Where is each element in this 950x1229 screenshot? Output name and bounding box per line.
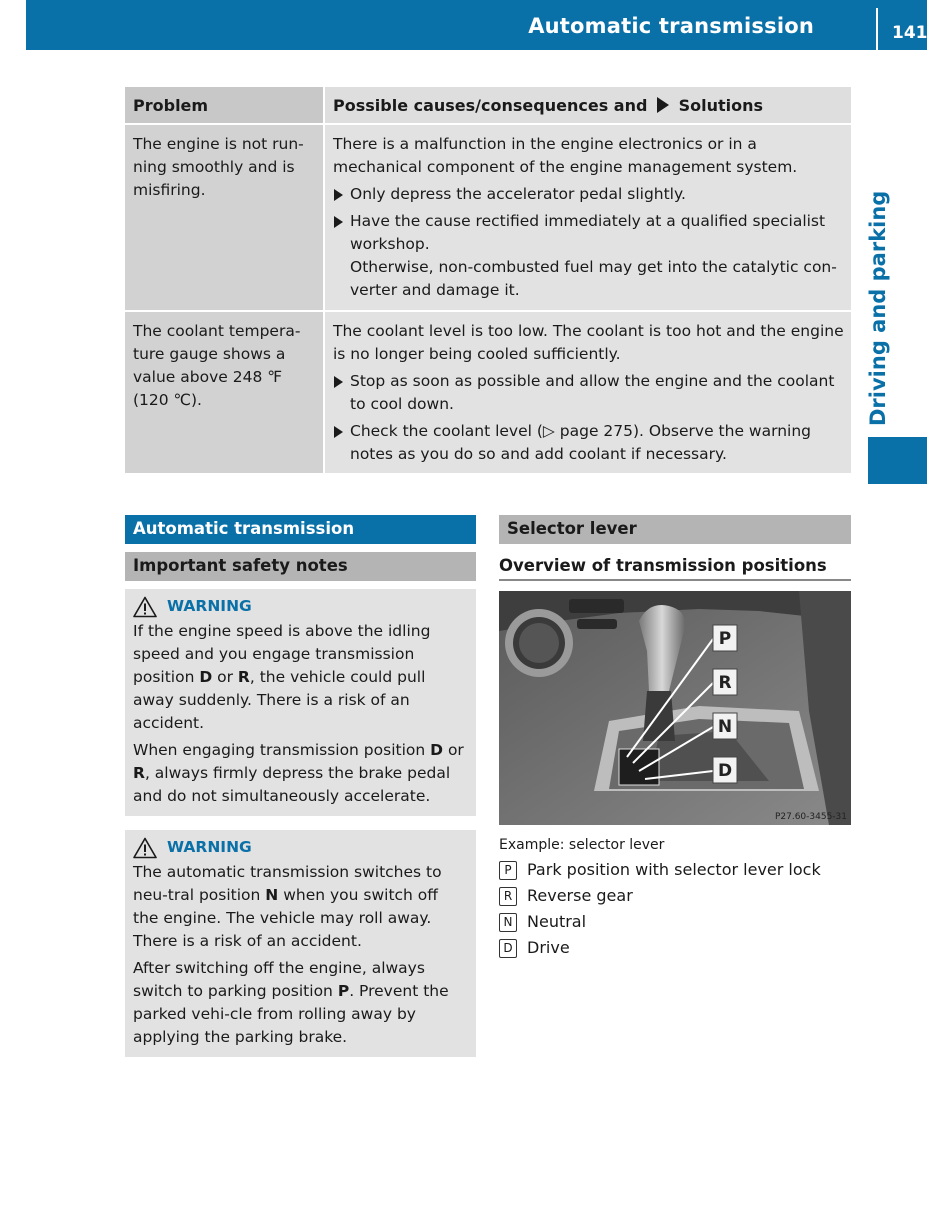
position-key-r: R (499, 887, 517, 906)
solution-cell (325, 312, 851, 473)
header-bar (26, 0, 927, 50)
position-p: P (337, 982, 350, 1000)
right-column (499, 515, 851, 961)
header-solutions-text: Solutions (678, 96, 764, 115)
header-causes-text: Possible causes/consequences and (333, 96, 648, 115)
position-label: Park position with selector lever lock (527, 860, 821, 879)
selector-lever-illustration (499, 591, 851, 825)
position-key-p: P (499, 861, 517, 880)
text-run: or (443, 741, 464, 759)
text-run: If the engine speed is above the idling speed and you engage transmission position (133, 622, 431, 686)
problem-table (125, 87, 851, 473)
warning-heading (133, 595, 468, 618)
text-run: After switching off the engine, always switch to parking position (133, 959, 425, 1000)
page-number: 141 (892, 23, 928, 43)
problem-cell: The coolant tempera-ture gauge shows a value above 248 ℉ (120 ℃). (125, 312, 323, 473)
photo-label-n: N (717, 717, 733, 737)
text-run: , the vehicle could pull away suddenly. There is a risk of an accident. (133, 668, 426, 732)
text-run: when you switch off the engine. The vehicle may roll away. There is a risk of an accident. (133, 886, 438, 950)
position-label: Reverse gear (527, 886, 633, 905)
cause-text: There is a malfunction in the engine electronics or in a mechanical component of the engine management system. (333, 135, 798, 176)
warning-box (125, 589, 476, 816)
position-key-d: D (499, 939, 517, 958)
header-divider (876, 8, 878, 50)
section-title: Selector lever (499, 515, 851, 544)
photo-caption: Example: selector lever (499, 837, 665, 853)
warning-text (133, 620, 468, 735)
position-n: N (265, 886, 279, 904)
photo-code: P27.60-3455-31 (774, 812, 847, 822)
list-item (499, 909, 851, 935)
photo-label-d: D (717, 761, 733, 781)
position-d: D (430, 741, 444, 759)
warning-box (125, 830, 476, 1057)
table-row (125, 312, 851, 473)
warning-text (133, 739, 468, 808)
position-label: Neutral (527, 912, 587, 931)
header-causes (325, 87, 851, 123)
solution-step: Have the cause rectified immediately at a qualified specialist workshop. (333, 210, 845, 256)
list-item (499, 935, 851, 961)
position-r: R (237, 668, 250, 686)
section-title: Automatic transmission (125, 515, 476, 544)
position-label: Drive (527, 938, 570, 957)
warning-triangle-icon (133, 837, 157, 859)
subheading: Overview of transmission positions (499, 556, 851, 581)
position-d: D (199, 668, 213, 686)
table-row (125, 125, 851, 310)
cause-text: The coolant level is too low. The coolant is too hot and the engine is no longer being cooled sufficiently. (333, 322, 844, 363)
warning-label: WARNING (167, 838, 252, 856)
position-list (499, 857, 851, 961)
solution-cell (325, 125, 851, 310)
header-problem: Problem (125, 87, 323, 123)
warning-triangle-icon (133, 596, 157, 618)
solution-step: Stop as soon as possible and allow the engine and the coolant to cool down. (333, 370, 845, 416)
text-run: . Prevent the parked vehi-cle from rolling away by applying the parking brake. (133, 982, 449, 1046)
page-title: Automatic transmission (528, 14, 814, 38)
photo-label-p: P (718, 629, 732, 649)
warning-text (133, 861, 468, 953)
subsection-title: Important safety notes (125, 552, 476, 581)
solution-arrow-icon (657, 97, 669, 113)
warning-text (133, 957, 468, 1049)
side-tab-label: Driving and parking (866, 190, 890, 426)
text-run: When engaging transmission position (133, 741, 431, 759)
photo-label-r: R (718, 673, 732, 693)
selector-lever-photo (499, 591, 851, 825)
solution-step: Only depress the accelerator pedal slightly. (333, 183, 845, 206)
text-run: , always firmly depress the brake pedal and do not simultaneously accelerate. (133, 764, 451, 805)
left-column (125, 515, 476, 1057)
solution-note: Otherwise, non-combusted fuel may get into the catalytic con-verter and damage it. (350, 258, 837, 299)
warning-heading (133, 836, 468, 859)
position-r: R (133, 764, 145, 782)
list-item (499, 883, 851, 909)
text-run: The automatic transmission switches to neu-tral position (133, 863, 442, 904)
solution-step: Check the coolant level (▷ page 275). Observe the warning notes as you do so and add coolant if necessary. (333, 420, 845, 466)
side-tab-marker (868, 437, 927, 484)
table-header-row (125, 87, 851, 123)
list-item (499, 857, 851, 883)
text-run: or (212, 668, 238, 686)
warning-label: WARNING (167, 597, 252, 615)
problem-cell: The engine is not run-ning smoothly and is misfiring. (125, 125, 323, 310)
position-key-n: N (499, 913, 517, 932)
